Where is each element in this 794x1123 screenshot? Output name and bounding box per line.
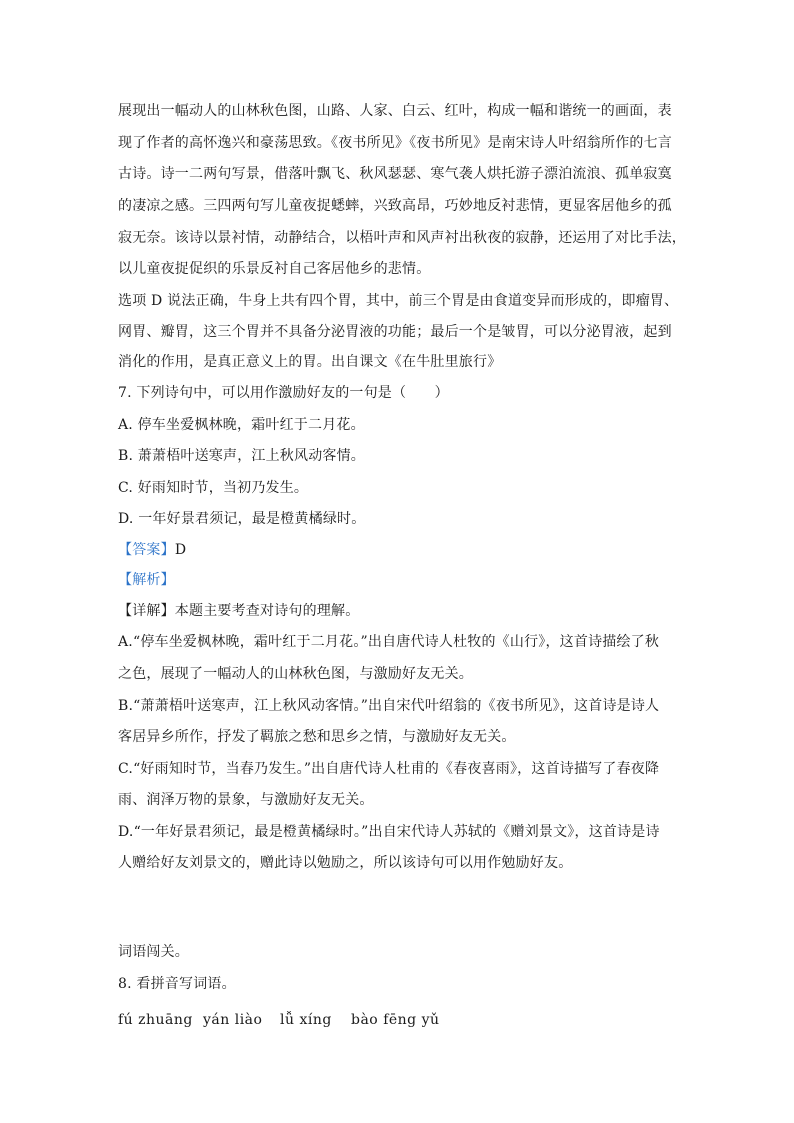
option-c: C. 好雨知时节，当初乃发生。 xyxy=(118,480,309,496)
text-line: 以儿童夜捉促织的乐景反衬自己客居他乡的悲情。 xyxy=(118,261,431,277)
text-line: 寂无奈。该诗以景衬情，动静结合，以梧叶声和风声衬出秋夜的寂静，还运用了对比手法， xyxy=(118,230,686,246)
text-line: 展现出一幅动人的山林秋色图，山路、人家、白云、红叶，构成一幅和谐统一的画面，表 xyxy=(118,103,672,119)
question-8-stem: 8. 看拼音写词语。 xyxy=(118,976,236,992)
pinyin-item: yán liào xyxy=(203,1012,263,1028)
text-line: 古诗。诗一二两句写景，借落叶飘飞、秋风瑟瑟、寒气袭人烘托游子漂泊流浪、孤单寂寞 xyxy=(118,166,672,182)
detail-line: A.“停车坐爱枫林晚，霜叶红于二月花。”出自唐代诗人杜牧的《山行》，这首诗描绘了秋 xyxy=(118,634,660,650)
answer-value: D xyxy=(174,542,187,558)
answer-tag: 【答案】 xyxy=(118,542,175,558)
text-line: 选项 D 说法正确，牛身上共有四个胃，其中，前三个胃是由食道变异而形成的，即瘤胃、 xyxy=(118,293,679,309)
pinyin-item: bào fēng yǔ xyxy=(351,1012,440,1028)
detail-heading: 【详解】本题主要考查对诗句的理解。 xyxy=(118,603,360,619)
option-a: A. 停车坐爱枫林晚，霜叶红于二月花。 xyxy=(118,417,365,433)
text-line: 网胃、瓣胃，这三个胃并不具备分泌胃液的功能；最后一个是皱胃，可以分泌胃液，起到 xyxy=(118,324,672,340)
question-7-stem: 7. 下列诗句中，可以用作激励好友的一句是（ ） xyxy=(118,385,449,401)
detail-line: B.“萧萧梧叶送寒声，江上秋风动客情。”出自宋代叶绍翁的《夜书所见》，这首诗是诗人 xyxy=(118,698,660,714)
text-line: 的凄凉之感。三四两句写儿童夜捉蟋蟀，兴致高昂，巧妙地反衬悲情，更显客居他乡的孤 xyxy=(118,198,672,214)
pinyin-item: lǚ xíng xyxy=(280,1012,332,1028)
analysis-tag: 【解析】 xyxy=(118,572,175,588)
detail-line: 客居异乡所作，抒发了羁旅之愁和思乡之情，与激励好友无关。 xyxy=(118,729,516,745)
answer-line xyxy=(118,540,186,560)
detail-line: D.“一年好景君须记，最是橙黄橘绿时。”出自宋代诗人苏轼的《赠刘景文》，这首诗是诗 xyxy=(118,824,660,840)
option-d: D. 一年好景君须记，最是橙黄橘绿时。 xyxy=(118,511,366,527)
text-line: 现了作者的高怀逸兴和豪荡思致。《夜书所见》《夜书所见》是南宋诗人叶绍翁所作的七言 xyxy=(118,135,672,151)
detail-line: 雨、润泽万物的景象，与激励好友无关。 xyxy=(118,792,374,808)
pinyin-item: fú zhuāng xyxy=(118,1012,193,1028)
option-b: B. 萧萧梧叶送寒声，江上秋风动客情。 xyxy=(118,448,365,464)
text-line: 消化的作用，是真正意义上的胃。出自课文《在牛肚里旅行》 xyxy=(118,354,502,370)
detail-line: 人赠给好友刘景文的，赠此诗以勉励之，所以该诗句可以用作勉励好友。 xyxy=(118,855,573,871)
detail-line: 之色，展现了一幅动人的山林秋色图，与激励好友无关。 xyxy=(118,666,473,682)
section-title: 词语闯关。 xyxy=(118,944,189,960)
detail-line: C.“好雨知时节，当春乃发生。”出自唐代诗人杜甫的《春夜喜雨》，这首诗描写了春夜降 xyxy=(118,761,660,777)
